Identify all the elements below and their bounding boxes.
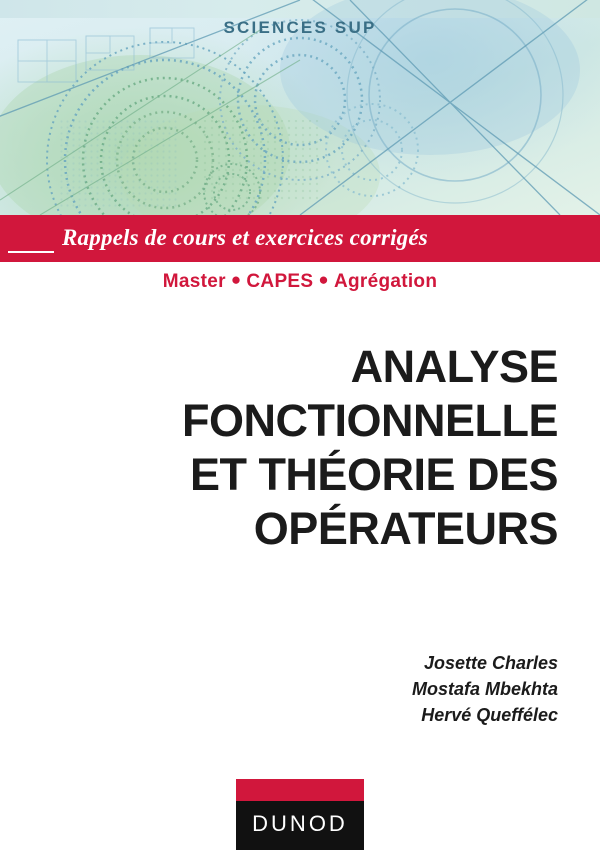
levels-line <box>0 270 600 293</box>
publisher-name: DUNOD <box>252 811 348 836</box>
title-line-4: OPÉRATEURS <box>253 502 558 554</box>
banner-rule <box>8 251 54 253</box>
cover-artwork-panel <box>0 0 600 215</box>
level-agregation: Agrégation <box>333 271 438 292</box>
level-separator-2: ● <box>318 270 329 289</box>
subtitle-banner <box>0 215 600 262</box>
title-line-1: ANALYSE <box>350 341 558 392</box>
level-capes: CAPES <box>246 271 314 292</box>
level-separator-1: ● <box>230 270 242 289</box>
author-1: Josette Charles <box>423 653 558 673</box>
level-master: Master <box>162 271 226 292</box>
publisher-accent-bar <box>236 779 364 801</box>
title-line-2: FONCTIONNELLE <box>182 394 558 446</box>
authors-block <box>38 650 558 728</box>
series-label: SCIENCES SUP <box>223 18 377 37</box>
author-3: Hervé Queffélec <box>421 705 558 726</box>
author-2: Mostafa Mbekhta <box>411 679 558 700</box>
banner-text: Rappels de cours et exercices corrigés <box>62 225 428 250</box>
title-line-3: ET THÉORIE DES <box>189 448 558 500</box>
page-title <box>38 341 558 560</box>
